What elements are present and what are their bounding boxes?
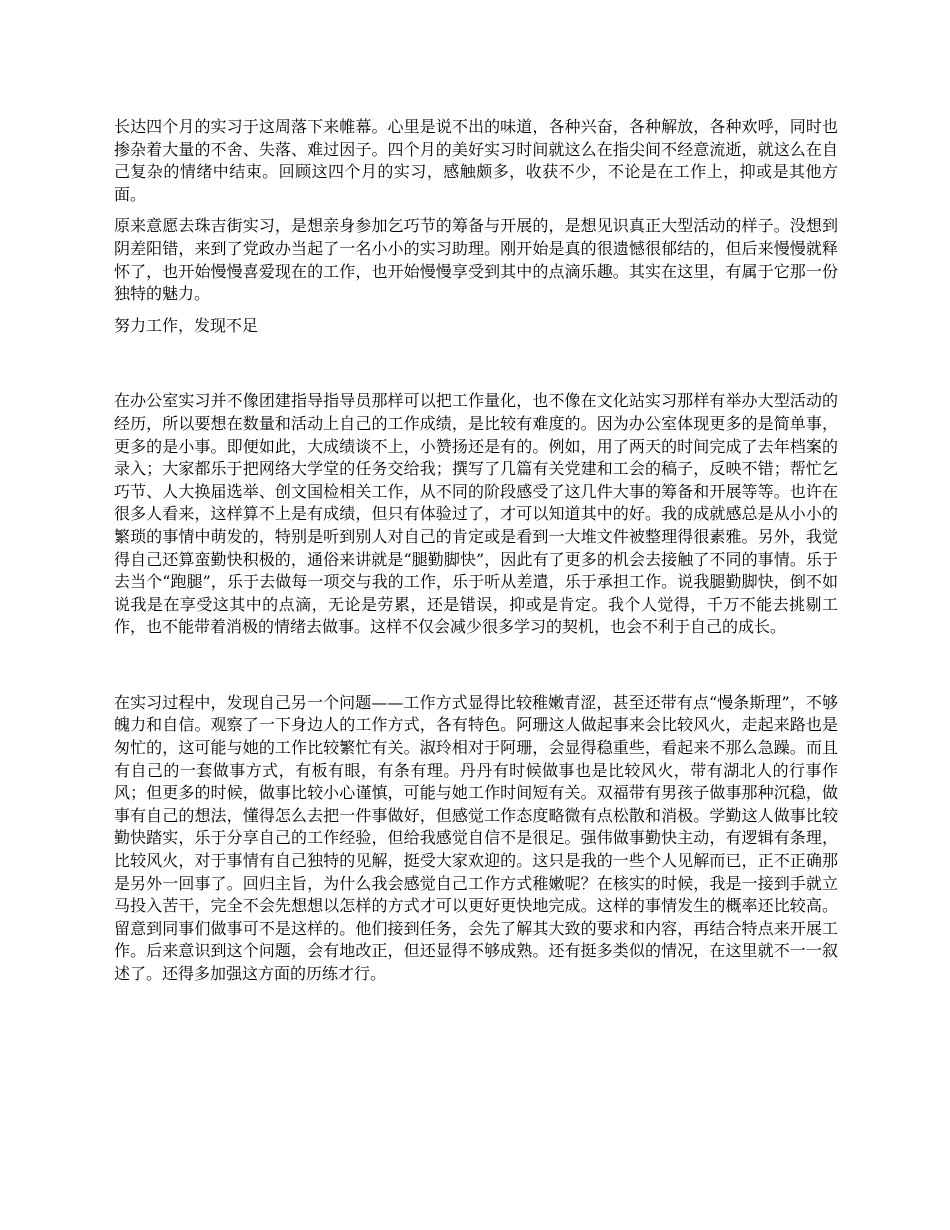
section-spacer [114, 337, 838, 390]
paragraph-spacer [114, 306, 838, 315]
section-spacer [114, 639, 838, 692]
paragraph-intro: 长达四个月的实习于这周落下来帷幕。心里是说不出的味道，各种兴奋，各种解放，各种欢呼，同时也掺杂着大量的不舍、失落、难过因子。四个月的美好实习时间就这么在指尖间不经意流逝，就这么在自己复杂的情绪中结束。回顾这四个月的实习，感触颇多，收获不少，不论是在工作上，抑或是其他方面。 [114, 117, 838, 204]
paragraph-spacer [114, 206, 838, 215]
paragraph-background: 原来意愿去珠吉街实习，是想亲身参加乞巧节的筹备与开展的，是想见识真正大型活动的样子。没想到阴差阳错，来到了党政办当起了一名小小的实习助理。刚开始是真的很遗憾很郁结的，但后来慢慢就释怀了，也开始慢慢喜爱现在的工作，也开始慢慢享受到其中的点滴乐趣。其实在这里，有属于它那一份独特的魅力。 [114, 216, 838, 304]
document-body [114, 116, 838, 986]
paragraph-work-effort: 在办公室实习并不像团建指导指导员那样可以把工作量化，也不像在文化站实习那样有举办大型活动的经历，所以要想在数量和活动上自己的工作成绩，是比较有难度的。因为办公室体现更多的是简单事，更多的是小事。即便如此，大成绩谈不上，小赞扬还是有的。例如，用了两天的时间完成了去年档案的录入；大家都乐于把网络大学堂的任务交给我；撰写了几篇有关党建和工会的稿子，反映不错；帮忙乞巧节、人大换届选举、创文国检相关工作，从不同的阶段感受了这几件大事的筹备和开展等等。也许在很多人看来，这样算不上是有成绩，但只有体验过了，才可以知道其中的好。我的成就感总是从小小的繁琐的事情中萌发的，特别是听到别人对自己的肯定或是看到一大堆文件被整理得很素雅。另外，我觉得自己还算蛮勤快积极的，通俗来讲就是“腿勤脚快”，因此有了更多的机会去接触了不同的事情。乐于去当个“跑腿”，乐于去做每一项交与我的工作，乐于听从差遣，乐于承担工作。说我腿勤脚快，倒不如说我是在享受这其中的点滴，无论是劳累，还是错误，抑或是肯定。我个人觉得，千万不能去挑剔工作，也不能带着消极的情绪去做事。这样不仅会减少很多学习的契机，也会不利于自己的成长。 [114, 391, 838, 637]
section-heading: 努力工作，发现不足 [114, 315, 259, 335]
paragraph-work-style: 在实习过程中，发现自己另一个问题——工作方式显得比较稚嫩青涩，甚至还带有点“慢条斯理”，不够魄力和自信。观察了一下身边人的工作方式，各有特色。阿珊这人做起事来会比较风火，走起来路也是匆忙的，这可能与她的工作比较繁忙有关。淑玲相对于阿珊，会显得稳重些，看起来不那么急躁。而且有自己的一套做事方式，有板有眼，有条有理。丹丹有时候做事也是比较风火，带有湖北人的行事作风；但更多的时候，做事比较小心谨慎，可能与她工作时间短有关。双福带有男孩子做事那种沉稳，做事有自己的想法，懂得怎么去把一件事做好，但感觉工作态度略微有点松散和消极。学勤这人做事比较勤快踏实，乐于分享自己的工作经验，但给我感觉自信不是很足。强伟做事勤快主动，有逻辑有条理，比较风火，对于事情有自己独特的见解，挺受大家欢迎的。这只是我的一些个人见解而已，正不正确那是另外一回事了。回归主旨，为什么我会感觉自己工作方式稚嫩呢？在核实的时候，我是一接到手就立马投入苦干，完全不会先想想以怎样的方式才可以更好更快地完成。这样的事情发生的概率还比较高。留意到同事们做事可不是这样的。他们接到任务，会先了解其大致的要求和内容，再结合特点来开展工作。后来意识到这个问题，会有地改正，但还显得不够成熟。还有挺多类似的情况，在这里就不一一叙述了。还得多加强这方面的历练才行。 [114, 692, 838, 983]
